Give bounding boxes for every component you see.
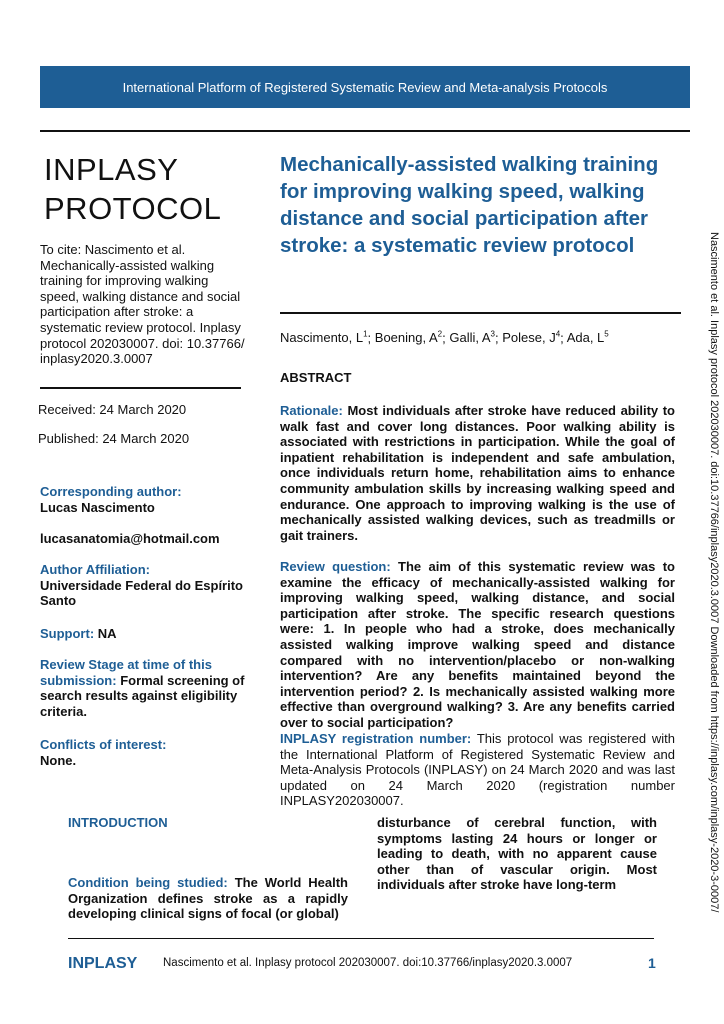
- received-date: Received: 24 March 2020: [38, 402, 187, 417]
- rationale-label: Rationale:: [280, 403, 343, 418]
- protocol-title-line2: PROTOCOL: [44, 191, 222, 226]
- author-affiliation: [40, 562, 265, 609]
- header-banner: [40, 66, 690, 108]
- registration-text: This protocol was registered with the International Platform of Registered Systematic Review and Meta-Analysis Protocols (INPLASY) on 24 March 2020 and was last updated on 24 March 2020 (registration number INPLASY202030007.: [280, 731, 675, 809]
- author-affiliation-number: 1: [363, 330, 368, 339]
- author: [567, 330, 609, 345]
- footer-divider: [68, 938, 654, 939]
- introduction-heading: INTRODUCTION: [68, 815, 168, 830]
- conflicts-of-interest: [40, 737, 265, 768]
- review-question-paragraph: [280, 559, 675, 731]
- citation: To cite: Nascimento et al. Mechanically-assisted walking training for improving walking speed, walking distance and social participation after stroke: a systematic review protocol. Inplasy protocol 202030007. doi: 10.37766/ inplasy2020.3.0007: [40, 242, 245, 367]
- footer-brand: INPLASY: [68, 955, 138, 972]
- condition-label: Condition being studied:: [68, 875, 228, 890]
- registration-paragraph: [280, 731, 675, 809]
- corresponding-author: [40, 484, 265, 515]
- registration-label: INPLASY registration number:: [280, 731, 472, 746]
- abstract-heading: ABSTRACT: [280, 370, 352, 385]
- review-question-label: Review question:: [280, 559, 391, 574]
- intro-column-2: disturbance of cerebral function, with symptoms lasting 24 hours or longer or leading to death, with no apparent cause other than of vascular origin. Most individuals after stroke have long-term: [377, 815, 657, 893]
- author-email[interactable]: lucasanatomia@hotmail.com: [40, 531, 220, 546]
- author-name: Polese, J: [502, 330, 556, 346]
- title-divider: [280, 312, 681, 314]
- corresponding-author-name: Lucas Nascimento: [40, 499, 155, 515]
- left-divider: [40, 387, 241, 389]
- author: [375, 330, 442, 345]
- top-divider: [40, 130, 690, 132]
- author-list: Nascimento, $L^1$; Boening, $A^2$; Galli, $A^3$; Polese, $J^4$; Ada, $L^5$: [280, 330, 609, 346]
- conflicts-value: None.: [40, 752, 77, 768]
- review-stage-value: Formal screening of search results against eligibility criteria.: [40, 672, 245, 719]
- author-name: Boening, A: [374, 330, 438, 346]
- vertical-text[interactable]: Nascimento et al. Inplasy protocol 202030007. doi:10.37766/inplasy2020.3.0007 Downloaded from https://inplasy.com/inplasy-2020-3-0007/: [708, 232, 720, 913]
- author-affiliation-number: 4: [555, 330, 561, 339]
- author: [280, 330, 368, 345]
- author: [449, 330, 495, 345]
- author-name: Galli, A: [449, 330, 491, 346]
- author: [502, 330, 560, 345]
- review-question-text: The aim of this systematic review was to examine the efficacy of mechanically-assisted walking for improving walking speed, walking distance, and social participation after stroke. The specific research questions were: 1. In people who had a stroke, does mechanically assisted walking improve walking speed and distance compared with no intervention/placebo or non-walking intervention? Are any benefits maintained beyond the intervention period? 2. Is mechanically assisted walking more effective than overground walking? 3. Are any benefits carried over to social participation?: [280, 559, 675, 730]
- author-name: Nascimento, L: [280, 330, 364, 346]
- vertical-download-notice: [706, 232, 720, 992]
- rationale-text: Most individuals after stroke have reduced ability to walk fast and cover long distances. Poor walking ability is associated with restrictions in participation. While the goal of inpatient rehabilitation is independent and safe ambulation, once individuals return home, rehabilitation aims to enhance community ambulation skills by increasing walking speed and endurance. One approach to improving walking is the use of mechanically assisted walking devices, such as treadmills or gait trainers.: [280, 403, 675, 543]
- support: [40, 626, 265, 642]
- page-number: 1: [648, 955, 656, 971]
- condition-text: The World Health Organization defines stroke as a rapidly developing clinical signs of focal (or global): [68, 875, 348, 922]
- author-affiliation-number: 3: [490, 330, 495, 339]
- author-affiliation-number: 2: [437, 330, 443, 339]
- banner-text: International Platform of Registered Systematic Review and Meta-analysis Protocols: [122, 79, 608, 95]
- support-value: NA: [97, 626, 117, 641]
- footer-citation: Nascimento et al. Inplasy protocol 202030007. doi:10.37766/inplasy2020.3.0007: [163, 957, 573, 969]
- article-title: Mechanically-assisted walking training for improving walking speed, walking distance and social participation after stroke: a systematic review protocol: [280, 153, 659, 257]
- support-label: Support:: [40, 626, 95, 641]
- review-stage: [40, 657, 255, 719]
- author-name: Ada, L: [566, 330, 605, 346]
- published-date: Published: 24 March 2020: [38, 431, 190, 446]
- corresponding-author-label: Corresponding author:: [40, 484, 182, 499]
- rationale-paragraph: [280, 403, 675, 543]
- review-stage-label: Review Stage at time of this submission:: [40, 657, 212, 688]
- affiliation-value: Universidade Federal do Espírito Santo: [40, 577, 243, 609]
- affiliation-label: Author Affiliation:: [40, 562, 150, 577]
- author-affiliation-number: 5: [604, 330, 609, 339]
- protocol-title-line1: INPLASY: [44, 152, 179, 187]
- intro-column-1: [68, 875, 348, 922]
- conflicts-label: Conflicts of interest:: [40, 737, 167, 752]
- protocol-title: [44, 150, 221, 228]
